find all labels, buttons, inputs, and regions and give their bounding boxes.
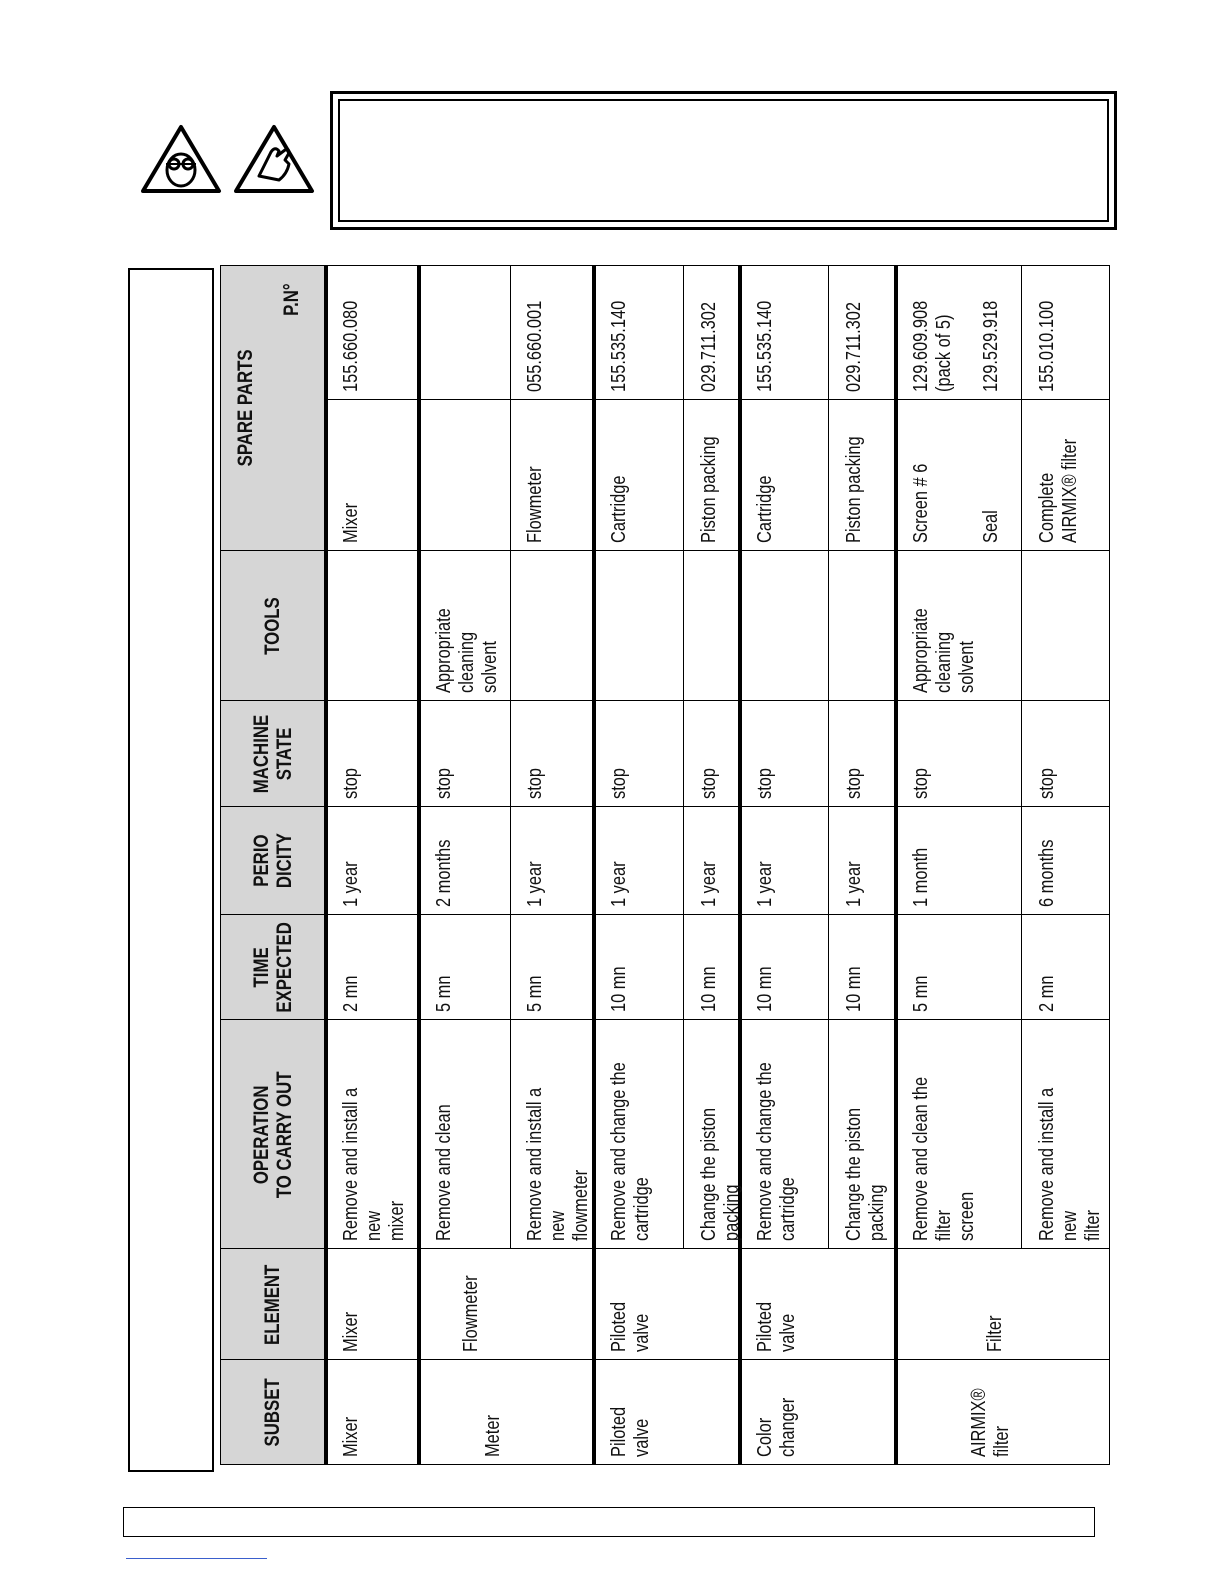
header-spare-parts: SPARE PARTS <box>234 349 257 467</box>
header-periodicity: PERIO DICITY <box>249 833 296 889</box>
table-row: AIRMIX® filter <box>968 1388 1013 1457</box>
table-row: Change the piston packing <box>698 1107 743 1241</box>
table-row: Remove and install a new filter <box>1036 1087 1104 1241</box>
table-row: Mixer <box>340 1416 362 1457</box>
table-row: Color changer <box>754 1397 799 1457</box>
warning-box <box>330 91 1117 230</box>
header-machine-state: MACHINE STATE <box>249 714 296 794</box>
footer-rule <box>126 1558 267 1559</box>
header-pn: P.N° <box>280 283 303 316</box>
side-title-box <box>128 268 214 1472</box>
header-time: TIME EXPECTED <box>249 922 296 1013</box>
header-tools: TOOLS <box>261 597 285 655</box>
safety-goggles-icon <box>140 124 222 194</box>
header-subset: SUBSET <box>261 1378 285 1447</box>
table-row: Piloted valve <box>608 1406 653 1457</box>
header-operation: OPERATION TO CARRY OUT <box>249 1071 296 1198</box>
header-element: ELEMENT <box>261 1264 285 1345</box>
footer-box <box>123 1507 1095 1537</box>
table-row: Meter <box>482 1415 504 1457</box>
table-row: Change the piston packing <box>843 1107 888 1241</box>
table-row: Remove and install a new flowmeter <box>524 1087 592 1241</box>
protective-gloves-icon <box>233 124 315 194</box>
maintenance-table: SUBSET ELEMENT OPERATION TO CARRY OUT TIME EXPECTED PERIO DICITY MACHINE STATE TOOLS SPARE PARTS P.N° Mixer Mixer Remove and install a new mixer 2 mn 1 year stop Mixer 155.660.080 Meter Flowmeter Remove and clean 5 mn 2 months stop Appropriate cleaning solvent Remove and install a new flowmeter 5 mn 1 year stop Flowmeter 055.660.001 Piloted valve Piloted valve Remove and change the cartridge 10 mn 1 year stop Cartridge 155.535.140 Change the piston packing 10 mn 1 year stop Piston packing 029.711.302 Color changer Piloted valve Remove and change the cartridge 10 mn 1 year stop Cartridge 155.535.140 Change the piston packing 10 mn 1 year stop Piston packing 029.711.302 AIRMIX® filter Filter Remove and clean the filter screen 5 mn 1 month stop Appropriate cleaning solvent Screen # 6 Seal 129.609.908 (pack of 5) 129.529.918 Remove and install a new filter 2 mn 6 months stop Complete AIRMIX® filter 155.010.100 <box>220 265 1110 1465</box>
